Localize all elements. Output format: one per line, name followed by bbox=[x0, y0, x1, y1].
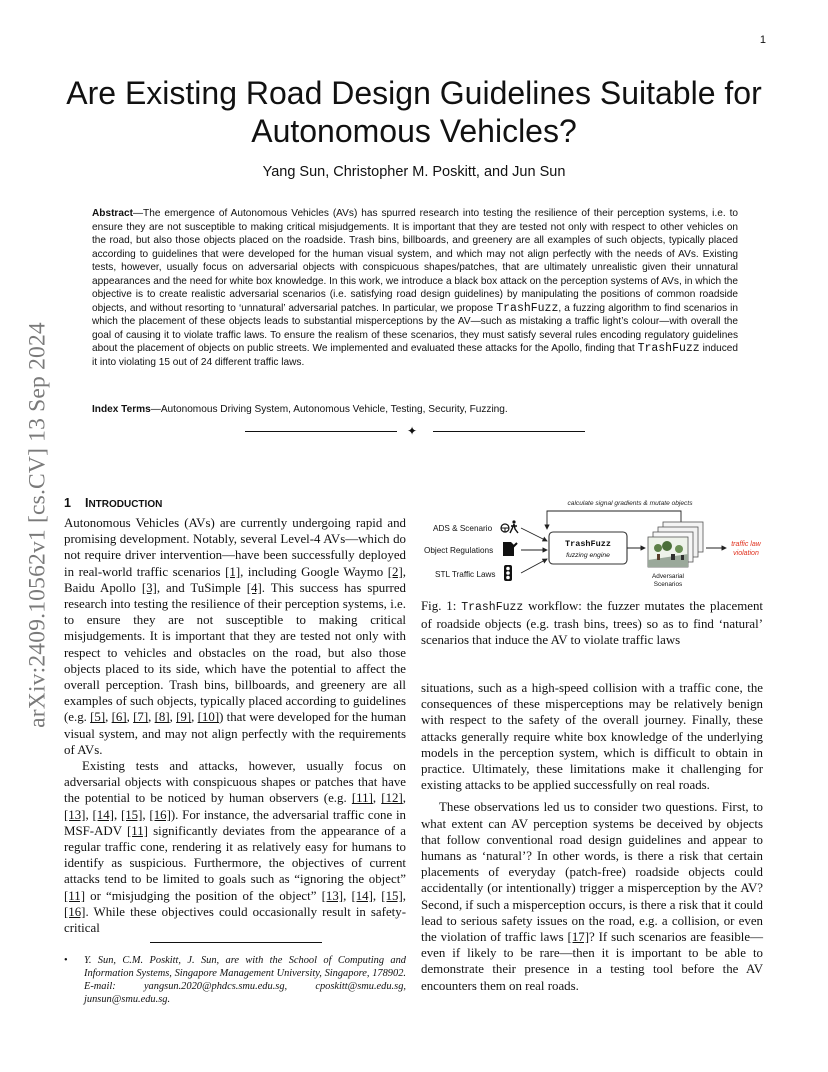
text: These observations led us to consider two questions. First, to what extent can AV perception systems be deceived by objects that follow conventional road design guidelines and appear to humans as ‘natural’? In other words, is there a risk that certain placements of everyday (patch-free) roadside objects could accidentally (or intentionally) trigger a misperception by the AV? Second, if such a misperception occurs, is there a risk that it could lead to serious safety issues on the road, e.g. a collision, or even the violation of traffic laws bbox=[421, 800, 763, 945]
tool-name: TrashFuzz bbox=[637, 342, 700, 355]
text: , and TuSimple bbox=[156, 580, 247, 595]
workflow-diagram bbox=[421, 498, 763, 594]
input-label-regulations: Object Regulations bbox=[424, 546, 494, 555]
citation-link[interactable]: [9] bbox=[176, 710, 192, 725]
text: or “misjudging the position of the object” bbox=[85, 888, 322, 903]
author-list: Yang Sun, Christopher M. Poskitt, and Jun Sun bbox=[262, 164, 566, 180]
text: significantly deviates from the appearance of a regular traffic cone, rendering it as relatively easy for humans to identify as suspicious. Furthermore, the objectives of current attacks tend to be limited to goals such as “ignoring the object” bbox=[64, 823, 406, 887]
pedestrian-icon bbox=[510, 520, 518, 533]
section-title-rest: NTRODUCTION bbox=[88, 499, 163, 510]
section-heading bbox=[64, 496, 162, 510]
citation-link[interactable]: [3] bbox=[141, 580, 157, 595]
violation-label: violation bbox=[733, 550, 759, 557]
scenario-stack-icon bbox=[648, 522, 703, 567]
caption-text: workflow: the fuzzer mutates the placement of roadside objects (e.g. trash bins, trees) so as to find ‘natural’ scenarios that induce the AV to violate traffic laws bbox=[421, 599, 763, 648]
separator-line bbox=[433, 431, 585, 432]
abstract-label: Abstract bbox=[92, 208, 133, 219]
footnote bbox=[64, 954, 406, 1006]
scenarios-label: Scenarios bbox=[653, 581, 683, 588]
text: Existing tests and attacks, however, usually focus on adversarial objects with conspicuous shapes or patches that have the potential to be noticed by human observers (e.g. bbox=[64, 759, 406, 806]
traffic-light-icon bbox=[504, 565, 512, 581]
citation-link[interactable]: [11] bbox=[64, 888, 85, 903]
citation-link[interactable]: [11] bbox=[126, 823, 148, 838]
section-number: 1 bbox=[64, 496, 71, 510]
paragraph: situations, such as a high-speed collision with a traffic cone, the consequences of these misperceptions may be relatively benign with respect to the safety of the overall journey. Finally, these attacks generally require white box knowledge of the underlying models in the perception system, which is difficult to obtain in practice. Ultimately, these limitations make it challenging for existing attacks to be applied successfully on real roads. bbox=[421, 681, 763, 793]
citation-link[interactable]: [13] bbox=[321, 888, 344, 903]
text: . This success has spurred research into testing the resilience of their perception systems, i.e. to ensure they are not susceptible to making critical misjudgements. It is important that they are tested not only with respect to vehicles and obstacles on the road, but also those objects placed to its side, which have the potential to affect the overall perception. Trash bins, billboards, and greenery are all examples of such objects, typically placed according to guidelines (e.g. bbox=[64, 580, 406, 725]
citation-link[interactable]: [10] bbox=[197, 710, 220, 725]
citation-link[interactable]: [15] bbox=[120, 807, 143, 822]
footnote-bullet: • bbox=[64, 955, 68, 966]
section-title-initial: I bbox=[84, 496, 89, 510]
citation-link[interactable]: [16] bbox=[149, 807, 171, 822]
paper-title: Are Existing Road Design Guidelines Suitable for Autonomous Vehicles? bbox=[66, 75, 762, 149]
citation-link[interactable]: [11] bbox=[351, 791, 373, 806]
abstract-text: induced it into violating 15 out of 24 different traffic laws. bbox=[92, 343, 739, 368]
text: . While these objectives could occasionally result in safety-critical bbox=[64, 904, 406, 936]
text: , Baidu Apollo bbox=[64, 564, 406, 595]
citation-link[interactable]: [17] bbox=[567, 930, 590, 945]
text: Autonomous Vehicles (AVs) are currently undergoing rapid and promising development. Notably, several Level-4 AVs—which do not require driver intervention—have been successfully deployed in real-world traffic scenarios bbox=[64, 516, 406, 579]
abstract-text: —The emergence of Autonomous Vehicles (AVs) has spurred research into testing the resilience of their perception systems, i.e. to ensure they are not susceptible to making critical misjudgements. It is important that they are tested not only with respect to other vehicles on the road, but also those objects placed on the roadside. Trash bins, billboards, and greenery are all examples of such objects, typically placed according to guidelines that were developed for the human visual system, and which may not align perfectly with the needs of AVs. Existing tests, however, usually focus on adversarial objects with conspicuous shapes/patches, that are ultimately unrealistic given their unnatural appearances and the need for white box knowledge. In this work, we introduce a black box attack on the perception systems of AVs, in which the objective is to create realistic adversarial scenarios (i.e. satisfying road design guidelines) by manipulating the positions of common roadside objects, and without resorting to ‘unnatural’ adversarial patches. In particular, we propose bbox=[92, 208, 738, 314]
section-separator bbox=[245, 424, 585, 438]
paragraph bbox=[421, 799, 763, 993]
footnote-rule bbox=[150, 942, 322, 943]
citation-link[interactable]: [1] bbox=[225, 564, 241, 579]
citation-link[interactable]: [15] bbox=[381, 888, 403, 903]
input-arrow bbox=[521, 559, 547, 573]
fuzzing-engine-subtitle: fuzzing engine bbox=[566, 552, 610, 559]
input-label-ads: ADS & Scenario bbox=[433, 524, 493, 533]
caption-label: Fig. 1: bbox=[421, 599, 462, 613]
paragraph: Existing tests and attacks, however, usually focus on adversarial objects with conspicuous shapes or patches that have the potential to be noticed by human observers (e.g. [11], [12], [13], [14], [15], [16]). For instance, the adversarial traffic cone in MSF-ADV [11] significantly deviates from the appearance of a regular traffic cone, rendering it as relatively easy for humans to identify as suspicious. Furthermore, the objectives of current attacks tend to be limited to goals such as “ignoring the object” [11] or “misjudging the position of the object” [13], [14], [15], [16]. While these objectives could occasionally result in safety-critical bbox=[64, 759, 407, 936]
figure-1 bbox=[421, 498, 763, 594]
citation-link[interactable]: [12] bbox=[381, 791, 403, 806]
citation-link[interactable]: [2] bbox=[387, 564, 403, 579]
citation-link[interactable]: [6] bbox=[111, 710, 127, 725]
citation-link[interactable]: [16] bbox=[64, 904, 86, 919]
citation-link[interactable]: [14] bbox=[92, 807, 114, 822]
input-arrow bbox=[521, 528, 547, 541]
input-label-traffic-laws: STL Traffic Laws bbox=[435, 570, 496, 579]
abstract-text: , a fuzzing algorithm to find scenarios in which the placement of these objects leads to substantial misperceptions by the AV—such as mistaking a traffic light’s colour—with overall the goal of causing it to violate traffic laws. To ensure the realism of these scenarios, they must satisfy several rules encoding regulatory guidelines about the placement of objects on public streets. We implemented and evaluated these attacks for the Apollo, finding that bbox=[92, 302, 738, 354]
violation-label: traffic law bbox=[731, 541, 761, 548]
left-column bbox=[64, 515, 406, 936]
scenarios-label: Adversarial bbox=[652, 573, 684, 580]
right-column bbox=[421, 680, 763, 994]
index-terms bbox=[92, 403, 738, 417]
page-number: 1 bbox=[759, 34, 766, 46]
figure-caption bbox=[421, 598, 763, 649]
text: ). For instance, the adversarial traffic cone in MSF-ADV bbox=[64, 807, 406, 838]
index-terms-label: Index Terms bbox=[92, 404, 151, 415]
separator-star-icon: ✦ bbox=[407, 424, 418, 438]
abstract bbox=[92, 207, 738, 369]
steering-wheel-icon bbox=[501, 524, 509, 532]
arxiv-stamp-text: arXiv:2409.10562v1 [cs.CV] 13 Sep 2024 bbox=[24, 322, 51, 728]
footnote-text: Y. Sun, C.M. Poskitt, J. Sun, are with the School of Computing and Information Systems, Singapore Management University, Singapore, 178902. E-mail: yangsun.2020@phdcs.smu.edu.sg, cposkitt@smu.edu.sg, junsun@smu.edu.sg. bbox=[84, 955, 406, 1005]
separator-line bbox=[245, 431, 397, 432]
tool-name: TrashFuzz bbox=[461, 601, 524, 614]
citation-link[interactable]: [7] bbox=[133, 710, 149, 725]
citation-link[interactable]: [5] bbox=[90, 710, 106, 725]
arxiv-stamp bbox=[8, 290, 68, 760]
index-terms-text: —Autonomous Driving System, Autonomous Vehicle, Testing, Security, Fuzzing. bbox=[150, 404, 508, 415]
citation-link[interactable]: [14] bbox=[351, 888, 373, 903]
citation-link[interactable]: [4] bbox=[246, 580, 262, 595]
tool-name: TrashFuzz bbox=[496, 301, 559, 315]
text: ? If such scenarios are feasible—even if likely to be rare—then it is important to be able to demonstrate their presence in a testing tool before the AV encounters them on real roads. bbox=[421, 930, 763, 993]
paragraph: Autonomous Vehicles (AVs) are currently undergoing rapid and promising development. Notably, several Level-4 AVs—which do not require driver intervention—have been successfully deployed in real-world traffic scenarios [1], including Google Waymo [2], Baidu Apollo [3], and TuSimple [4]. This success has spurred research into testing the resilience of their perception systems, i.e. to ensure they are not susceptible to making critical misjudgements. It is important that they are tested not only with respect to vehicles and obstacles on the road, but also those objects placed to its side, which have the potential to affect the overall perception. Trash bins, billboards, and greenery are all examples of such objects, typically placed according to guidelines (e.g. [5], [6], [7], [8], [9], [10]) that were developed for the human visual system, and may not align perfectly with the requirements of AVs. bbox=[64, 516, 407, 757]
feedback-label: calculate signal gradients & mutate objects bbox=[567, 500, 693, 507]
document-icon bbox=[503, 542, 517, 556]
text: , including Google Waymo bbox=[240, 564, 388, 579]
citation-link[interactable]: [13] bbox=[64, 807, 86, 822]
fuzzing-engine-title: TrashFuzz bbox=[565, 539, 611, 549]
text: ) that were developed for the human visual system, and may not align perfectly with the requirements of AVs. bbox=[64, 710, 407, 757]
citation-link[interactable]: [8] bbox=[154, 710, 170, 725]
